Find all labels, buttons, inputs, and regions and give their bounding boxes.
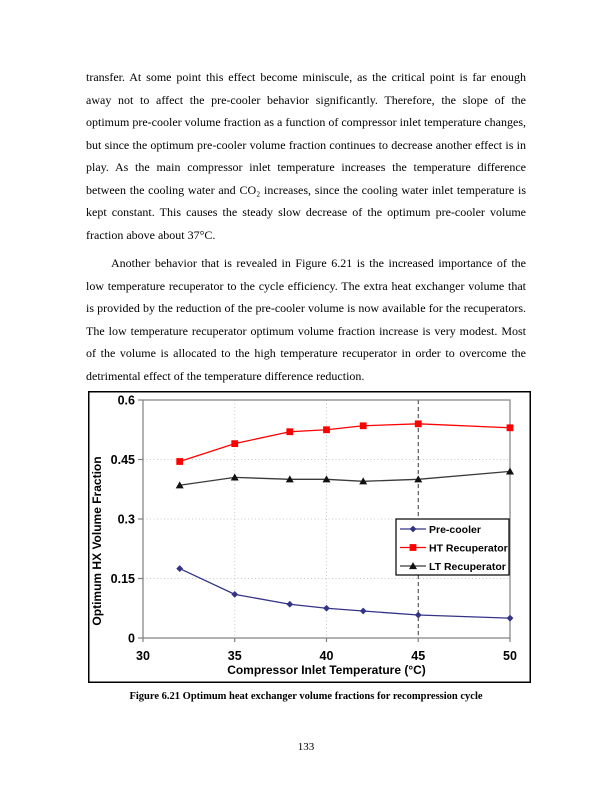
page-number: 133 <box>297 741 315 753</box>
figure-chart-svg <box>88 391 531 683</box>
square-marker <box>286 428 293 435</box>
x-tick-label: 45 <box>411 649 426 663</box>
legend-label: Pre-cooler <box>429 524 481 536</box>
x-axis-title: Compressor Inlet Temperature (°C) <box>227 663 426 677</box>
square-marker <box>360 422 367 429</box>
y-tick-label: 0.45 <box>110 453 135 467</box>
square-marker <box>231 440 238 447</box>
x-tick-label: 50 <box>503 649 517 663</box>
y-tick-label: 0.3 <box>117 512 135 527</box>
square-marker <box>176 458 183 465</box>
y-tick-label: 0 <box>128 631 135 646</box>
square-marker <box>323 426 330 433</box>
y-axis-title: Optimum HX Volume Fraction <box>90 456 104 626</box>
paragraph-2: Another behavior that is revealed in Figure 6.21 is the increased importance of the low temperature recuperator to the cycle efficiency. The extra heat exchanger volume that is provided by the reduction of the pre-cooler volume is now available for the recuperators. The low temperature recuperator optimum volume fraction increase is very modest. Most of the volume is allocated to the high temperature recuperator in order to overcome the detrimental effect of the temperature difference reduction. <box>86 256 526 383</box>
square-marker <box>507 424 514 431</box>
x-tick-label: 30 <box>136 649 150 663</box>
body-text <box>86 66 526 387</box>
x-tick-label: 40 <box>319 649 334 663</box>
x-tick-label: 35 <box>227 649 242 663</box>
legend <box>396 519 509 575</box>
legend-label: HT Recuperator <box>429 542 508 555</box>
figure-caption: Figure 6.21 Optimum heat exchanger volume fractions for recompression cycle <box>129 691 483 702</box>
y-tick-label: 0.15 <box>110 572 135 586</box>
square-marker <box>415 420 422 427</box>
y-tick-label: 0.6 <box>117 393 135 408</box>
legend-marker <box>410 544 417 551</box>
figure-6-21 <box>88 391 531 683</box>
legend-label: LT Recuperator <box>429 561 506 573</box>
paragraph-1: transfer. At some point this effect become miniscule, as the critical point is far enough away not to affect the pre-cooler behavior significantly. Therefore, the slope of the optimum pre-cooler volume fraction as a function of compressor inlet temperature changes, but since the optimum pre-cooler volume fraction continues to decrease another effect is in play. As the main compressor inlet temperature increases the temperature difference between the cooling water and CO₂ increases, since the cooling water inlet temperature is kept constant. This causes the steady slow decrease of the optimum pre-cooler volume fraction above about 37°C. <box>86 70 526 242</box>
